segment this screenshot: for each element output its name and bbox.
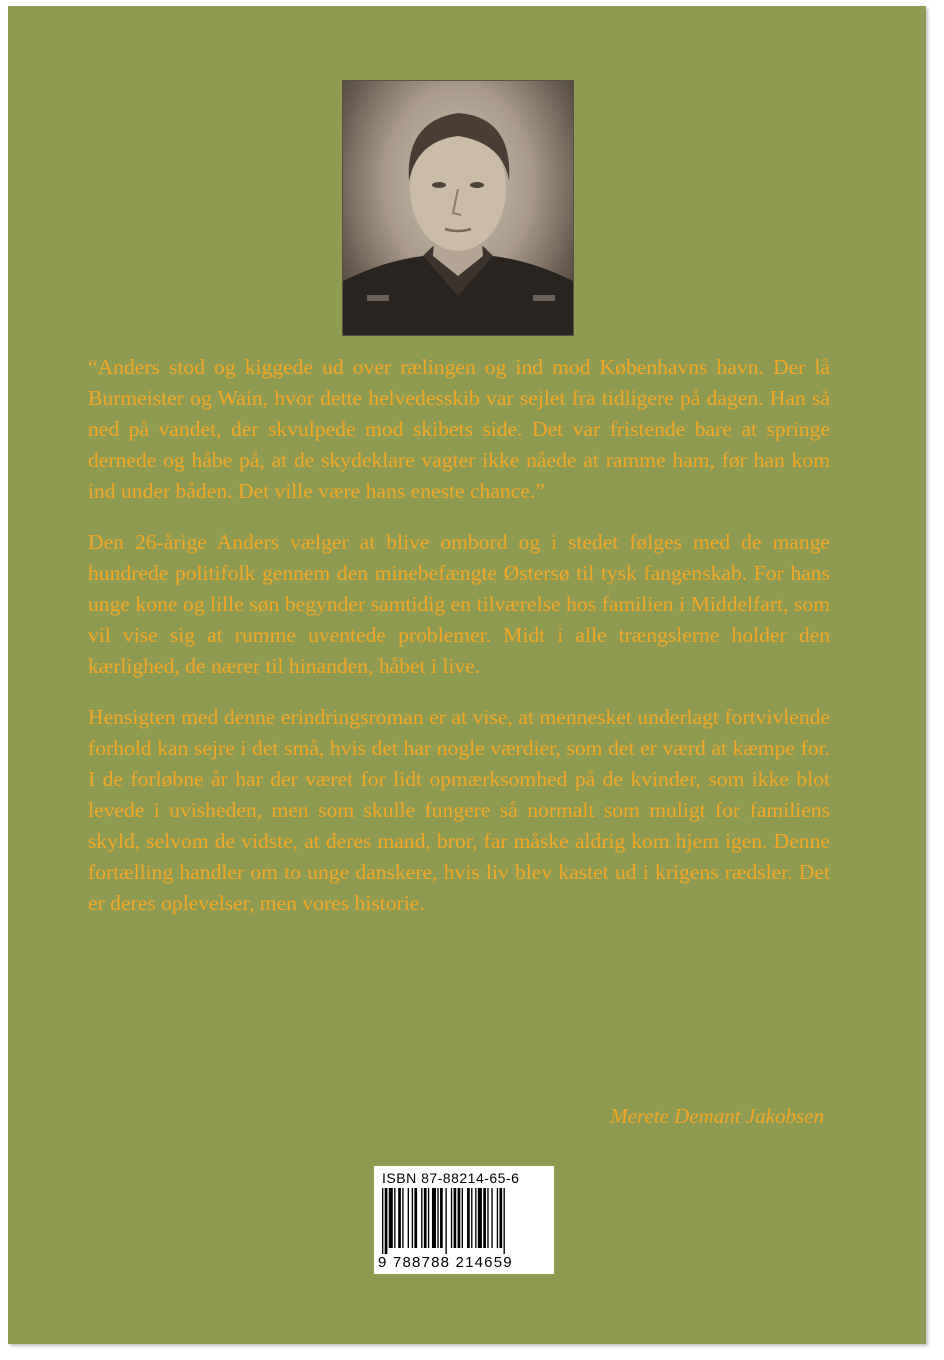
barcode-bar	[483, 1188, 486, 1248]
barcode-bar	[432, 1188, 436, 1248]
barcode-bar	[385, 1188, 388, 1254]
author-name: Merete Demant Jakobsen	[610, 1104, 824, 1128]
barcode-bar	[491, 1188, 492, 1248]
barcode-bar	[445, 1188, 446, 1254]
blurb-paragraph-1: “Anders stod og kiggede ud over rælingen og ind mod Københavns havn. Der lå Burmeister og Wain, hvor dette helvedesskib var sejlet fra tidligere på dagen. Han så ned på vandet, der skvulpede mod skibets side. Det var fristende bare at springe dernede og håbe på, at de skydeklare vagter ikke nåede at ramme ham, før han kom ind under båden. Det ville være hans eneste chance.”	[88, 355, 830, 503]
barcode-bar	[458, 1188, 461, 1248]
barcode-bar	[398, 1188, 401, 1248]
barcode-bar	[451, 1188, 452, 1248]
ean-number: 9 788788 214659	[378, 1254, 513, 1271]
author-portrait-photo	[342, 80, 574, 336]
barcode-bar	[499, 1188, 502, 1248]
blurb-paragraph-2: Den 26-årige Anders vælger at blive ombord og i stedet følges med de mange hundrede politifolk gennem den minebefængte Østersø til tysk fangenskab. For hans unge kone og lille søn begynder samtidig en tilværelse hos familien i Middelfart, som vil vise sig at rumme uventede problemer. Midt i alle trængslerne holder den kærlighed, de nærer til hinanden, håbet i live.	[88, 530, 830, 678]
barcode-bar	[487, 1188, 488, 1248]
barcode-bar	[478, 1188, 482, 1248]
barcode-bar	[402, 1188, 403, 1248]
barcode-bar	[467, 1188, 470, 1248]
barcode-box	[374, 1166, 554, 1274]
barcode-bar	[408, 1188, 409, 1248]
barcode-bar	[412, 1188, 413, 1248]
portrait-illustration	[343, 81, 573, 335]
isbn-label: ISBN 87-88214-65-6	[382, 1170, 520, 1186]
barcode-bar	[421, 1188, 422, 1248]
barcode-bar	[454, 1188, 457, 1248]
barcode-bar	[414, 1188, 417, 1248]
barcode-bar	[424, 1188, 427, 1248]
barcode-bar	[462, 1188, 463, 1248]
blurb-paragraph-3: Hensigten med denne erindringsroman er at vise, at mennesket underlagt fortvivlende forhold kan sejre i det små, hvis det har nogle værdier, som det er værd at kæmpe for. I de forløbne år har der været for lidt opmærksomhed på de kvinder, som ikke blot levede i uvisheden, men som skulle fungere så normalt som muligt for familiens skyld, selvom de vidste, at deres mand, bror, far måske aldrig kom hjem igen. Denne fortælling handler om to unge danskere, hvis liv blev kastet ud i krigens rædsler. Det er deres oplevelser, men vores historie.	[88, 705, 830, 915]
back-cover	[8, 6, 926, 1344]
barcode-bar	[504, 1188, 505, 1254]
barcode-bar	[471, 1188, 472, 1248]
barcode-bar	[437, 1188, 438, 1248]
barcode-icon	[380, 1188, 548, 1254]
blurb-text	[88, 352, 830, 919]
barcode-bar	[440, 1188, 443, 1248]
barcode-bar	[389, 1188, 393, 1248]
barcode-bar	[394, 1188, 395, 1248]
barcode-bar	[428, 1188, 429, 1248]
barcode-bar	[382, 1188, 383, 1254]
barcode-bar	[497, 1188, 498, 1248]
barcode-bar	[475, 1188, 476, 1248]
